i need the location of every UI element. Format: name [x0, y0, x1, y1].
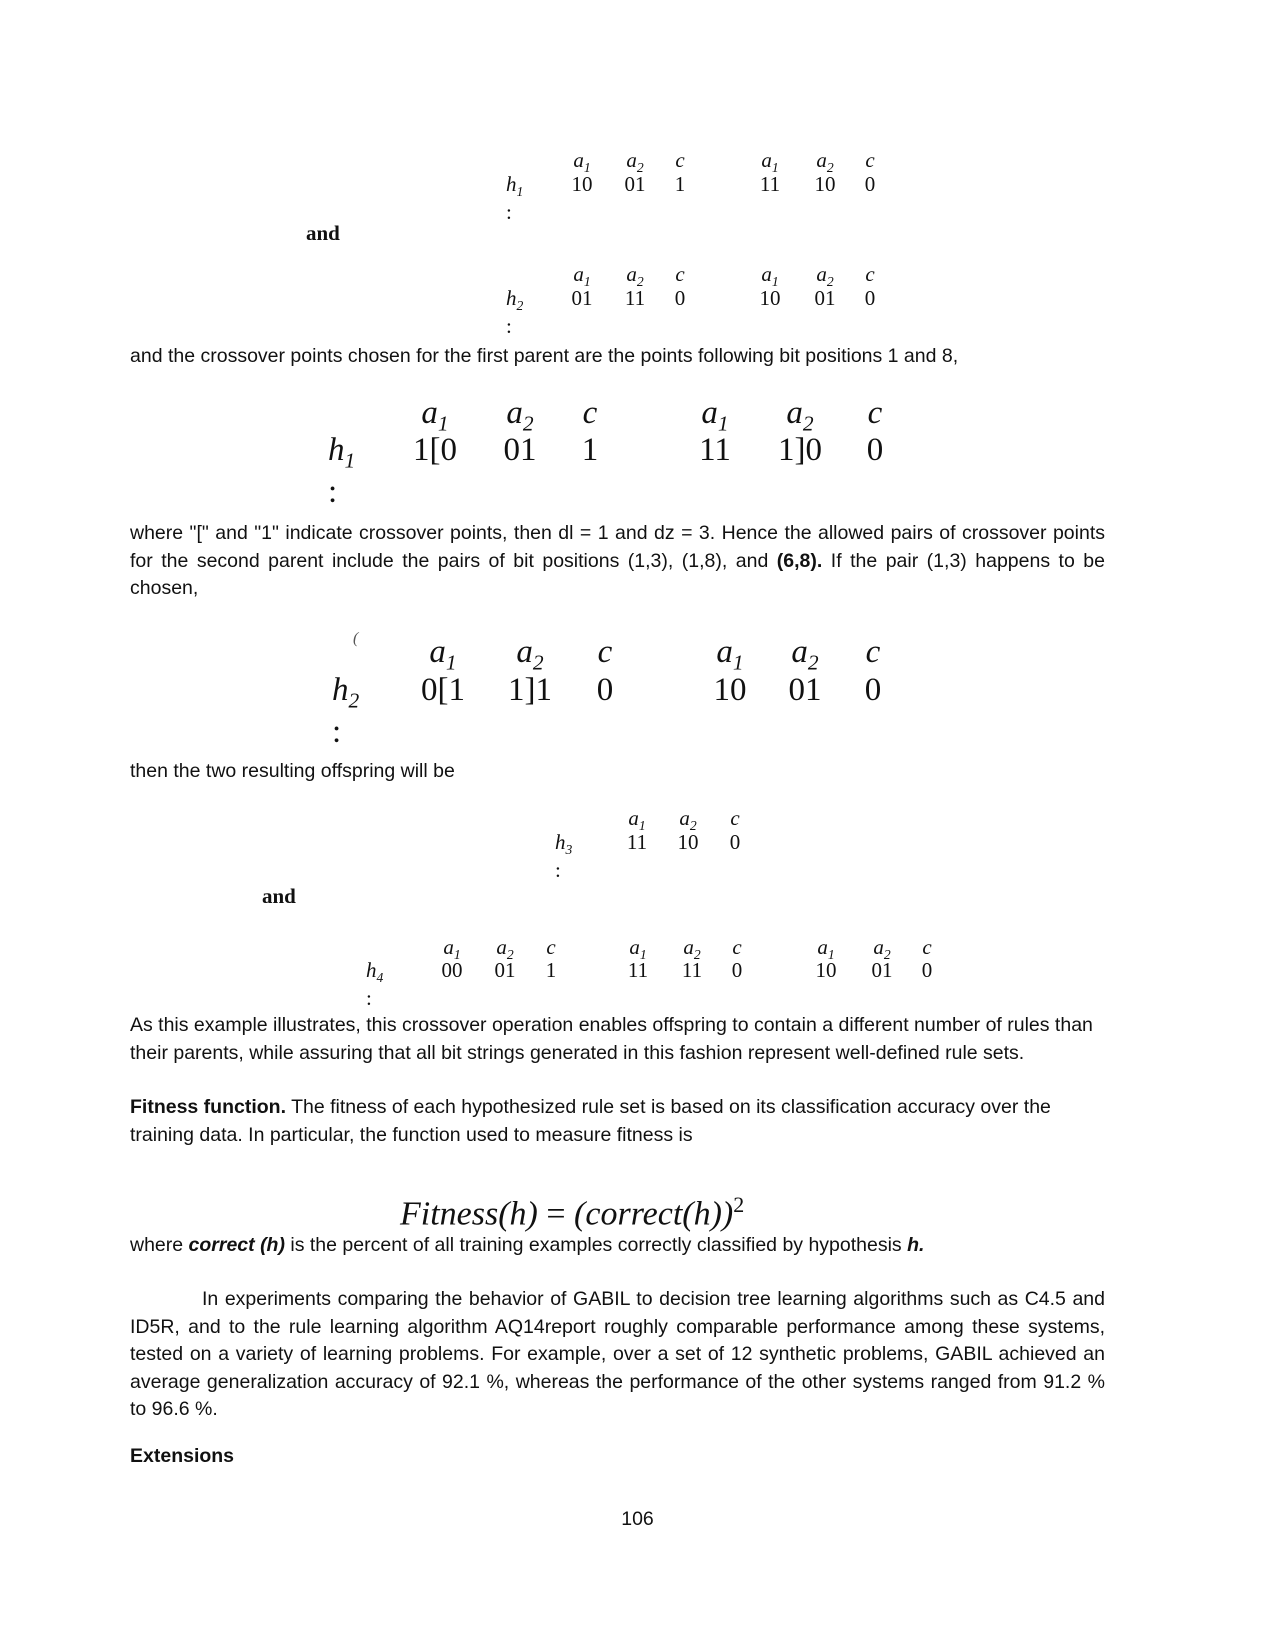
- bits: 0: [729, 830, 741, 854]
- fitness-equation: Fitness(h) = (correct(h))$^2$: [400, 1192, 745, 1233]
- header-a2: $a_2$: [516, 634, 544, 675]
- stray-mark: (: [353, 630, 359, 647]
- header-a1: $a_1$: [761, 148, 779, 176]
- bits: 01: [494, 958, 516, 982]
- header-a2: $a_2$: [626, 148, 644, 176]
- header-a1: $a_1$: [701, 395, 729, 436]
- bits: 0: [864, 672, 882, 708]
- bits: 1: [581, 432, 599, 468]
- bits: 1: [674, 172, 686, 196]
- bits: 11: [681, 958, 703, 982]
- rule-label: $h_3$ :: [555, 830, 573, 883]
- bits: 0[1: [421, 672, 465, 708]
- rule-label: $h_2$ :: [506, 286, 524, 339]
- bits: 01: [571, 286, 593, 310]
- header-c: c: [730, 806, 740, 830]
- header-c: c: [865, 262, 875, 286]
- fitness-heading: Fitness function.: [130, 1096, 286, 1118]
- paragraph-correct-definition: where correct (h) is the percent of all training examples correctly classified by hypothesis h.: [130, 1234, 925, 1256]
- bits: 01: [788, 672, 822, 708]
- bits: 0: [921, 958, 933, 982]
- header-a1: $a_1$: [628, 806, 646, 834]
- header-c: c: [675, 262, 685, 286]
- rule-label: $h_4$ :: [366, 958, 384, 1011]
- header-c: c: [922, 935, 932, 959]
- page-number: 106: [621, 1508, 654, 1530]
- header-a1: $a_1$: [716, 634, 744, 675]
- bits: 1]1: [508, 672, 552, 708]
- bits: 01: [503, 432, 537, 468]
- bits: 10: [759, 286, 781, 310]
- bits: 0: [731, 958, 743, 982]
- header-a1: $a_1$: [573, 262, 591, 290]
- header-a2: $a_2$: [496, 935, 514, 963]
- paragraph-fitness-function: Fitness function. The fitness of each hypothesized rule set is based on its classification accuracy over the training data. In particular, the function used to measure fitness is: [130, 1096, 1051, 1146]
- connector-and: and: [262, 884, 296, 908]
- paragraph-experiments: In experiments comparing the behavior of GABIL to decision tree learning algorithms such as C4.5 and ID5R, and to the rule learning algorithm AQ14report roughly comparable performance among these systems, tested on a variety of learning problems. For example, over a set of 12 synthetic problems, GABIL achieved an average generalization accuracy of 92.1 %, whereas the performance of the other systems ranged from 91.2 % to 96.6 %.: [130, 1288, 1105, 1420]
- heading-extensions: Extensions: [130, 1445, 235, 1467]
- bits: 11: [627, 958, 649, 982]
- header-a2: $a_2$: [791, 634, 819, 675]
- bits: 0: [866, 432, 884, 468]
- rule-label: $h_1$ :: [328, 432, 356, 510]
- header-a1: $a_1$: [817, 935, 835, 963]
- header-a1: $a_1$: [443, 935, 461, 963]
- bits: 10: [713, 672, 747, 708]
- header-a2: $a_2$: [683, 935, 701, 963]
- paragraph-crossover-points: where "[" and "1" indicate crossover points, then dl = 1 and dz = 3. Hence the allowed pairs of crossover points for the second parent include the pairs of bit positions (1,3), (1,8), and (6,8). If the pair (1,3) happens to be chosen,: [130, 522, 1105, 599]
- bits: 0: [674, 286, 686, 310]
- bits: 10: [571, 172, 593, 196]
- header-c: c: [865, 634, 881, 670]
- paragraph-offspring: then the two resulting offspring will be: [130, 760, 455, 782]
- bits: 01: [624, 172, 646, 196]
- header-c: c: [597, 634, 613, 670]
- rule-label: $h_1$ :: [506, 172, 524, 225]
- header-a1: $a_1$: [573, 148, 591, 176]
- bits: 11: [759, 172, 781, 196]
- header-a2: $a_2$: [626, 262, 644, 290]
- header-c: c: [867, 395, 883, 431]
- header-a1: $a_1$: [421, 395, 449, 436]
- bits: 10: [814, 172, 836, 196]
- rule-label: $h_2$ :: [332, 672, 360, 750]
- bits: 1[0: [413, 432, 457, 468]
- header-a2: $a_2$: [873, 935, 891, 963]
- bits: 0: [596, 672, 614, 708]
- bits: 11: [626, 830, 648, 854]
- header-a2: $a_2$: [506, 395, 534, 436]
- bits: 00: [441, 958, 463, 982]
- header-a2: $a_2$: [816, 148, 834, 176]
- header-c: c: [582, 395, 598, 431]
- header-c: c: [732, 935, 742, 959]
- paragraph-crossover-first: and the crossover points chosen for the first parent are the points following bit positions 1 and 8,: [130, 345, 959, 367]
- bits: 01: [814, 286, 836, 310]
- bits: 11: [624, 286, 646, 310]
- bits: 1: [545, 958, 557, 982]
- bits: 1]0: [778, 432, 822, 468]
- paragraph-example: As this example illustrates, this crossover operation enables offspring to contain a different number of rules than their parents, while assuring that all bit strings generated in this fashion represent well-defined rule sets.: [130, 1014, 1093, 1064]
- header-a2: $a_2$: [816, 262, 834, 290]
- bits: 0: [864, 286, 876, 310]
- header-a2: $a_2$: [786, 395, 814, 436]
- header-a2: $a_2$: [679, 806, 697, 834]
- bits: 10: [815, 958, 837, 982]
- connector-and: and: [306, 221, 340, 245]
- header-a1: $a_1$: [761, 262, 779, 290]
- bits: 01: [871, 958, 893, 982]
- bits: 0: [864, 172, 876, 196]
- bits: 11: [699, 432, 731, 468]
- header-c: c: [865, 148, 875, 172]
- header-c: c: [675, 148, 685, 172]
- header-a1: $a_1$: [629, 935, 647, 963]
- header-c: c: [546, 935, 556, 959]
- header-a1: $a_1$: [429, 634, 457, 675]
- bits: 10: [677, 830, 699, 854]
